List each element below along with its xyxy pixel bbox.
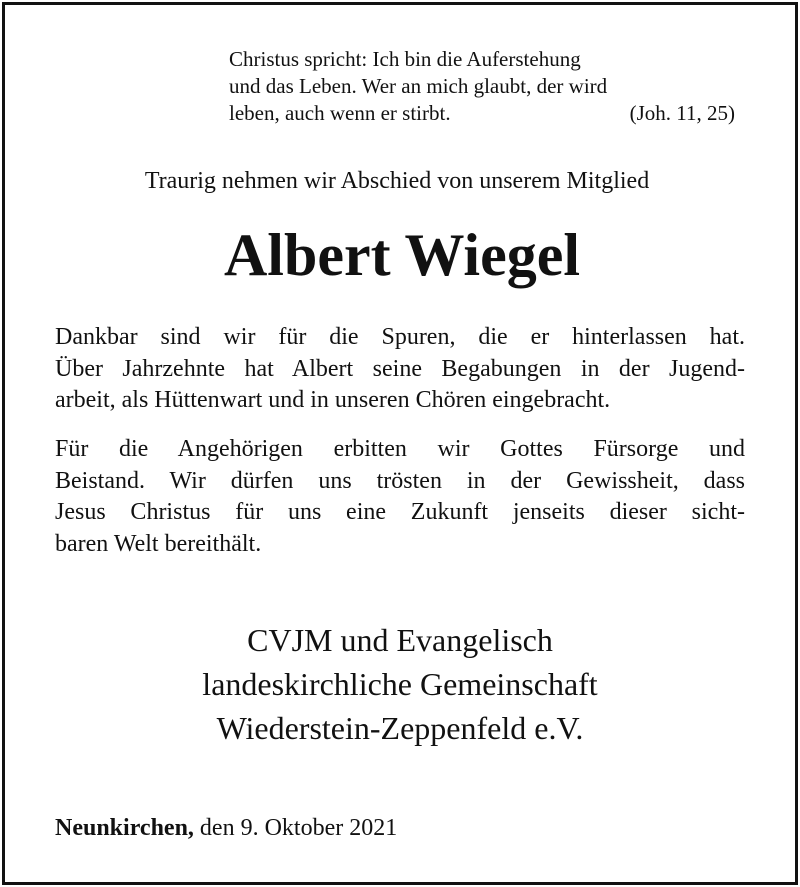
place-date-line (55, 813, 397, 843)
paragraph-line: Dankbar sind wir für die Spuren, die er hinterlassen hat. (55, 324, 745, 350)
organization-line: CVJM und Evangelisch (247, 622, 553, 658)
organization-line: Wiederstein-Zeppenfeld e.V. (216, 710, 584, 746)
intro-text: Traurig nehmen wir Abschied von unserem Mitglied (144, 168, 650, 194)
paragraph-line: baren Welt bereithält. (55, 530, 262, 557)
verse-line: leben, auch wenn er stirbt. (229, 101, 451, 125)
paragraph-line: Für die Angehörigen erbitten wir Gottes Fürsorge und (55, 436, 745, 462)
organization-signature (0, 618, 800, 750)
paragraph-line: Beistand. Wir dürfen uns trösten in der Gewissheit, dass (55, 467, 745, 494)
paragraph-line: Über Jahrzehnte hat Albert seine Begabungen in der Jugend- (55, 355, 745, 382)
paragraph-line: Jesus Christus für uns eine Zukunft jenseits dieser sicht- (55, 499, 745, 525)
organization-line: landeskirchliche Gemeinschaft (202, 666, 598, 702)
verse-line: Christus spricht: Ich bin die Auferstehung (229, 47, 581, 71)
deceased-name: Albert Wiegel (223, 222, 581, 288)
place-name: Neunkirchen, (55, 815, 194, 841)
paragraph-line: arbeit, als Hüttenwart und in unseren Chören eingebracht. (55, 387, 611, 413)
verse-reference: (Joh. 11, 25) (629, 101, 735, 125)
bible-verse (229, 46, 741, 127)
gratitude-paragraph (55, 322, 745, 417)
verse-line: und das Leben. Wer an mich glaubt, der wird (229, 74, 608, 98)
condolence-paragraph (55, 434, 745, 560)
verse-last-line (229, 100, 735, 127)
date-text: den 9. Oktober 2021 (199, 815, 398, 841)
